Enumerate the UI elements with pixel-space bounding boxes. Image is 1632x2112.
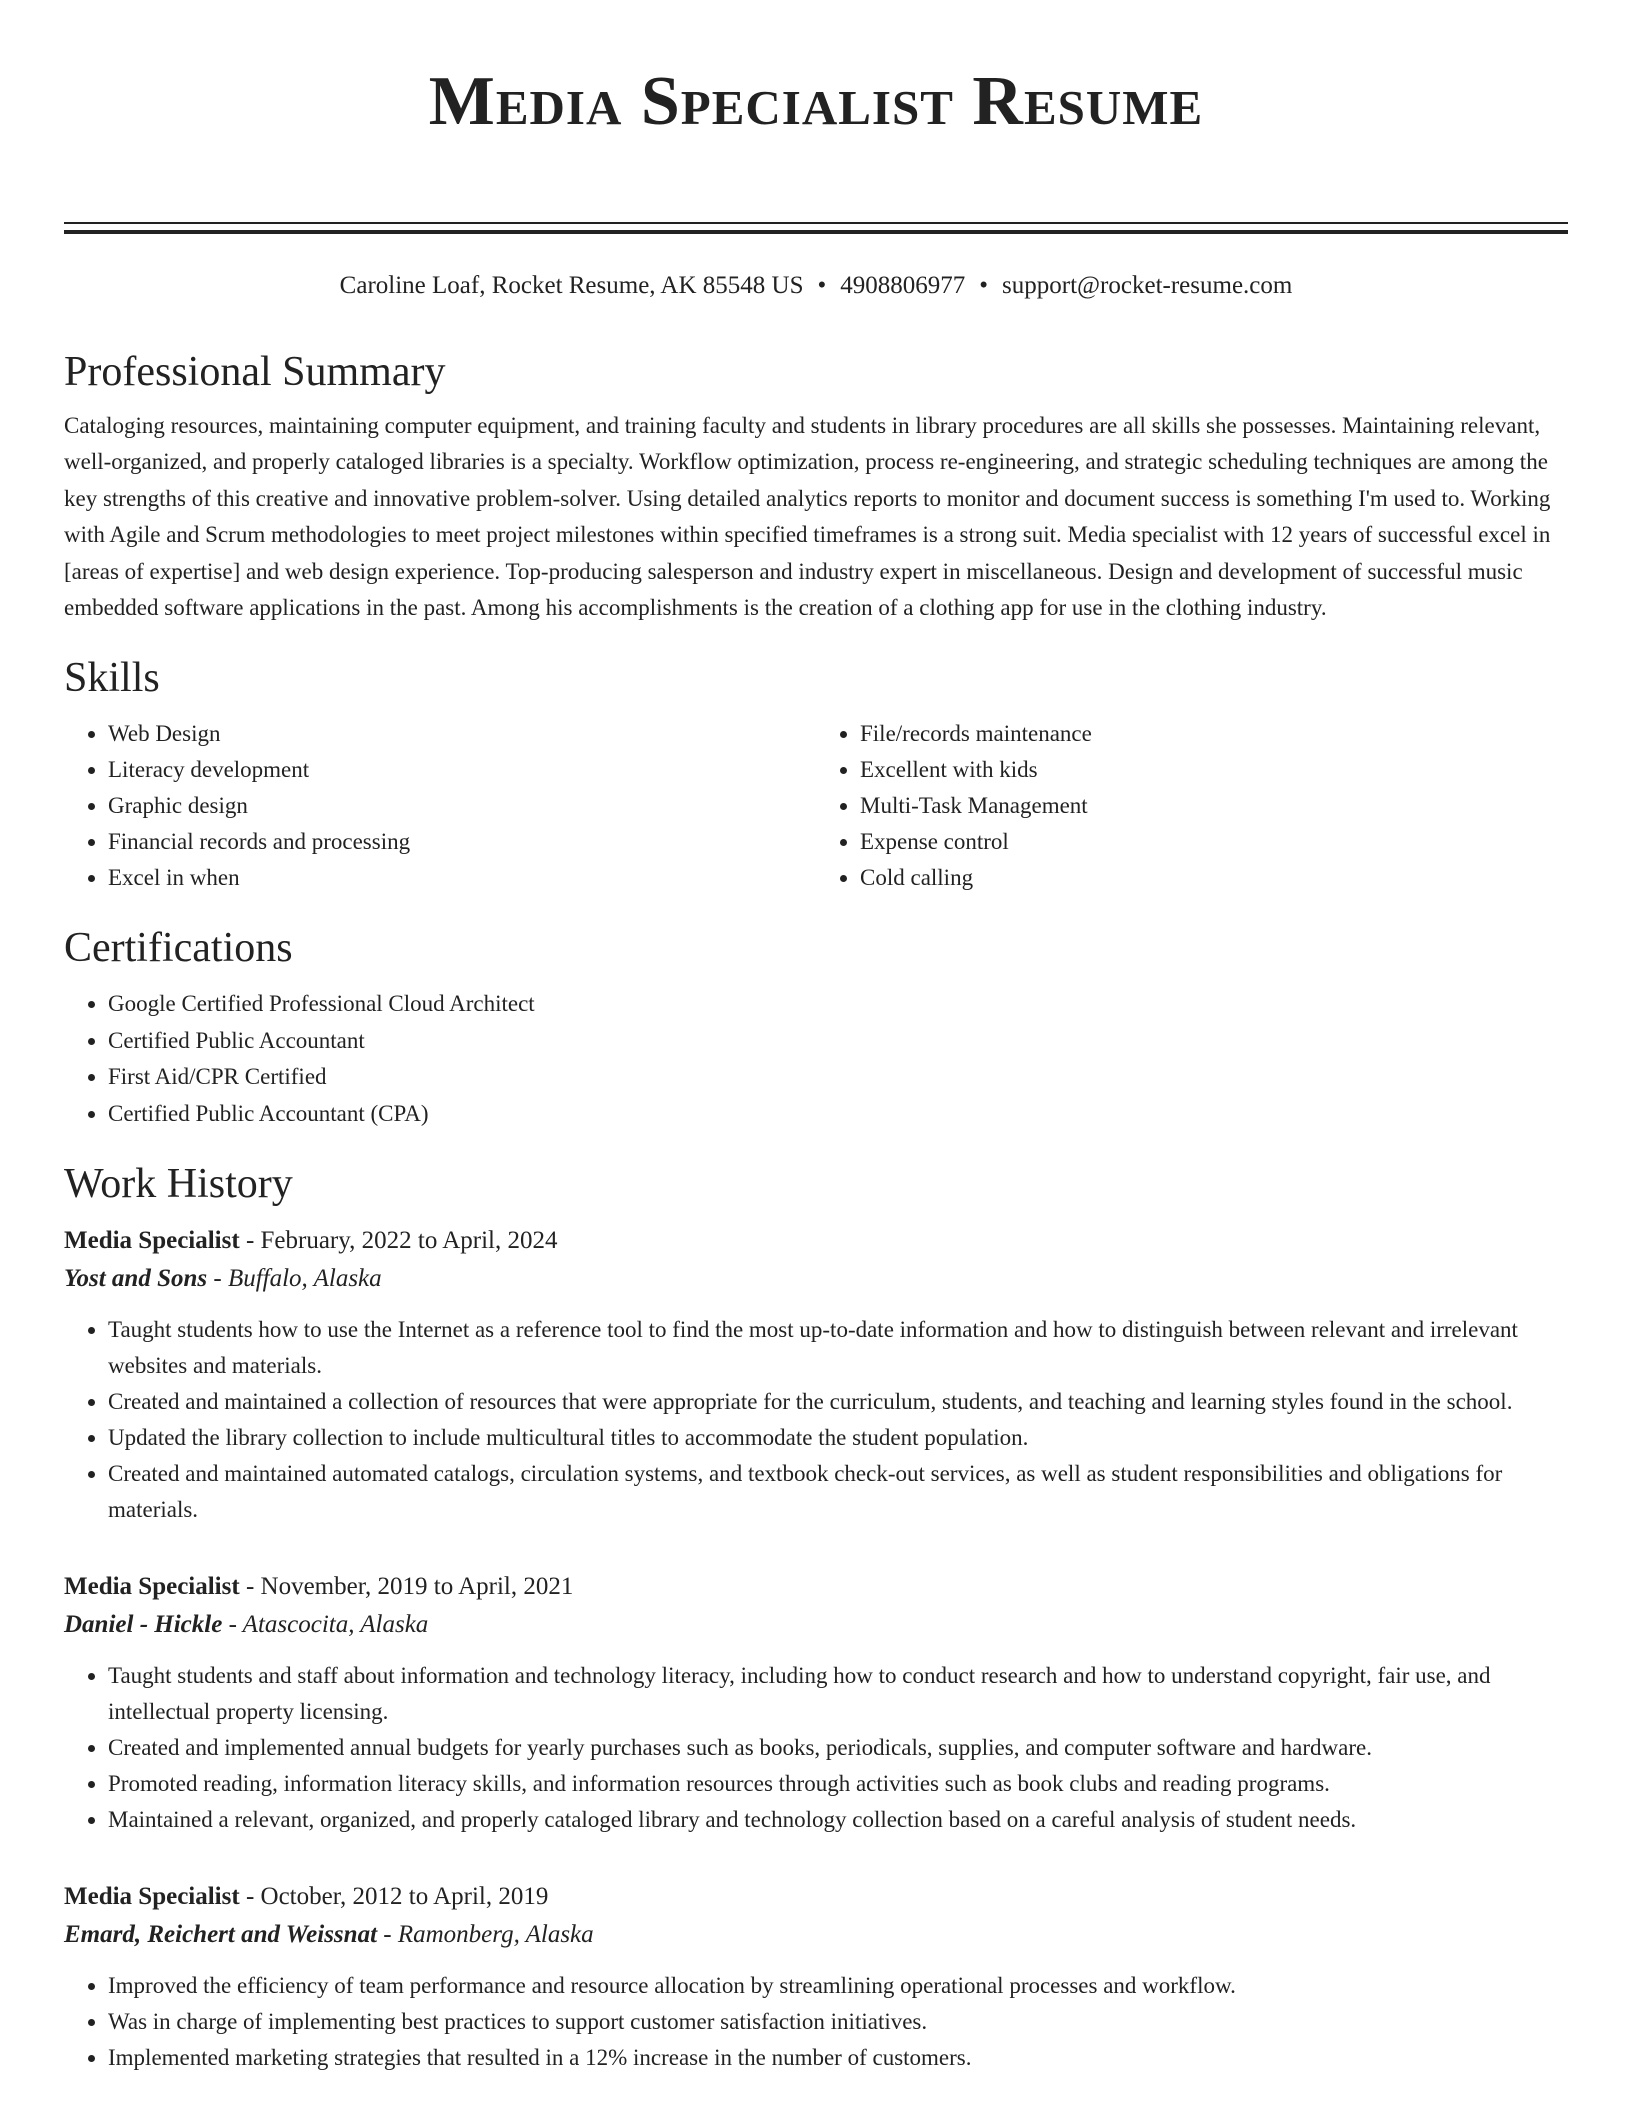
job-location: - Buffalo, Alaska: [207, 1265, 382, 1293]
skill-item: • File/records maintenance: [860, 716, 1568, 752]
job-bullet: • Created and maintained a collection of resources that were appropriate for the curriculum, students, and teaching and learning styles found in the school.: [108, 1384, 1568, 1420]
job-bullet: • Taught students how to use the Internet as a reference tool to find the most up-to-date information and how to distinguish between relevant and irrelevant websites and materials.: [108, 1312, 1568, 1384]
contact-address: Caroline Loaf, Rocket Resume, AK 85548 US: [339, 272, 804, 299]
certification-item: • Certified Public Accountant (CPA): [108, 1096, 1568, 1133]
job-entry: [64, 1568, 1568, 1838]
job-location: - Ramonberg, Alaska: [377, 1921, 594, 1949]
job-company: Daniel - Hickle: [64, 1611, 223, 1639]
skills-columns: [64, 716, 1568, 896]
job-title-line: [64, 1878, 1568, 1916]
skill-item: • Cold calling: [860, 860, 1568, 896]
skill-item: • Graphic design: [108, 788, 816, 824]
divider-thin: [64, 222, 1568, 224]
certification-item: • Certified Public Accountant: [108, 1023, 1568, 1060]
job-entry: [64, 1222, 1568, 1528]
job-entry: [64, 1878, 1568, 2076]
contact-separator: •: [817, 272, 827, 299]
job-bullets: [64, 1968, 1568, 2076]
job-dates: - November, 2019 to April, 2021: [239, 1573, 574, 1601]
page-title: Media Specialist Resume: [428, 63, 1204, 140]
job-company-line: [64, 1916, 1568, 1954]
job-dates: - October, 2012 to April, 2019: [239, 1883, 549, 1911]
skill-item: • Expense control: [860, 824, 1568, 860]
job-title-line: [64, 1568, 1568, 1606]
job-company-line: [64, 1260, 1568, 1298]
job-company-line: [64, 1606, 1568, 1644]
job-company: Yost and Sons: [64, 1265, 208, 1293]
divider-thick: [64, 230, 1568, 234]
job-bullet: • Created and implemented annual budgets for yearly purchases such as books, periodicals, supplies, and computer software and hardware.: [108, 1730, 1568, 1766]
certifications-heading: Certifications: [64, 925, 293, 972]
certifications-list: [64, 986, 1568, 1132]
job-dates: - February, 2022 to April, 2024: [239, 1227, 558, 1255]
job-bullet: • Implemented marketing strategies that resulted in a 12% increase in the number of customers.: [108, 2040, 1568, 2076]
contact-phone: 4908806977: [840, 272, 966, 299]
skills-heading: Skills: [64, 655, 160, 702]
summary-text: Cataloging resources, maintaining computer equipment, and training faculty and students in library procedures are all skills she possesses. Maintaining relevant, well-organized, and properly cataloged libraries is a specialty. Workflow optimization, process re-engineering, and strategic scheduling techniques are among the key strengths of this creative and innovative problem-solver. Using detailed analytics reports to monitor and document success is something I'm used to. Working with Agile and Scrum methodologies to meet project milestones within specified timeframes is a strong suit. Media specialist with 12 years of successful excel in [areas of expertise] and web design experience. Top-producing salesperson and industry expert in miscellaneous. Design and development of successful music embedded software applications in the past. Among his accomplishments is the creation of a clothing app for use in the clothing industry.: [64, 413, 1551, 621]
job-bullets: [64, 1312, 1568, 1528]
job-title: Media Specialist: [64, 1883, 240, 1911]
contact-email: support@rocket-resume.com: [1002, 272, 1293, 299]
job-title-line: [64, 1222, 1568, 1260]
job-bullet: • Improved the efficiency of team performance and resource allocation by streamlining operational processes and workflow.: [108, 1968, 1568, 2004]
job-bullet: • Taught students and staff about information and technology literacy, including how to conduct research and how to understand copyright, fair use, and intellectual property licensing.: [108, 1658, 1568, 1730]
work-history-heading: Work History: [64, 1161, 293, 1208]
job-bullets: [64, 1658, 1568, 1838]
skills-list-left: [64, 716, 816, 896]
job-title: Media Specialist: [64, 1227, 240, 1255]
job-bullet: • Promoted reading, information literacy skills, and information resources through activities such as book clubs and reading programs.: [108, 1766, 1568, 1802]
job-title: Media Specialist: [64, 1573, 240, 1601]
skills-list-right: [816, 716, 1568, 896]
job-bullet: • Created and maintained automated catalogs, circulation systems, and textbook check-out services, as well as student responsibilities and obligations for materials.: [108, 1456, 1568, 1528]
job-bullet: • Updated the library collection to include multicultural titles to accommodate the student population.: [108, 1420, 1568, 1456]
job-bullet: • Maintained a relevant, organized, and properly cataloged library and technology collection based on a careful analysis of student needs.: [108, 1802, 1568, 1838]
skill-item: • Literacy development: [108, 752, 816, 788]
skill-item: • Excel in when: [108, 860, 816, 896]
skill-item: • Excellent with kids: [860, 752, 1568, 788]
contact-line: [64, 270, 1568, 302]
certification-item: • First Aid/CPR Certified: [108, 1059, 1568, 1096]
job-location: - Atascocita, Alaska: [222, 1611, 429, 1639]
title-divider: [64, 168, 1568, 234]
job-bullet: • Was in charge of implementing best practices to support customer satisfaction initiatives.: [108, 2004, 1568, 2040]
contact-separator: •: [979, 272, 989, 299]
skill-item: • Web Design: [108, 716, 816, 752]
summary-heading: Professional Summary: [64, 349, 446, 395]
job-company: Emard, Reichert and Weissnat: [64, 1921, 378, 1949]
skill-item: • Financial records and processing: [108, 824, 816, 860]
certification-item: • Google Certified Professional Cloud Architect: [108, 986, 1568, 1023]
skill-item: • Multi-Task Management: [860, 788, 1568, 824]
